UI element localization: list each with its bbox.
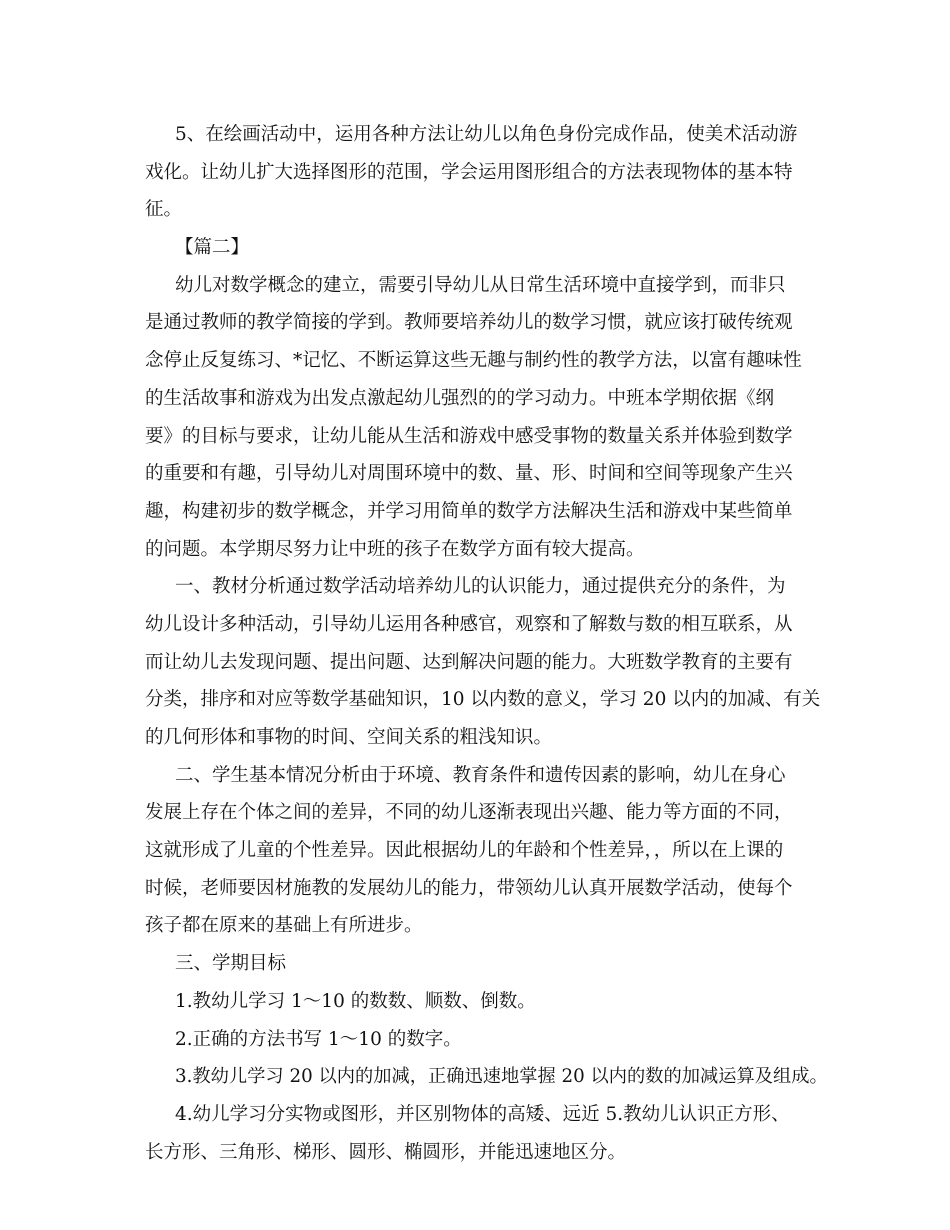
text-line: 征。 (145, 199, 183, 221)
document-body (145, 116, 835, 1171)
text-line: 3.教幼儿学习 20 以内的加减，正确迅速地掌握 20 以内的数的加减运算及组成。 (175, 1066, 828, 1088)
text-line: 而让幼儿去发现问题、提出问题、达到解决问题的能力。大班数学教育的主要有 (145, 651, 793, 673)
text-line: 二、学生基本情况分析由于环境、教育条件和遗传因素的影响，幼儿在身心 (175, 764, 786, 786)
text-line: 趣，构建初步的数学概念，并学习用简单的数学方法解决生活和游戏中某些简单 (145, 500, 793, 522)
text-line: 分类，排序和对应等数学基础知识，10 以内数的意义，学习 20 以内的加减、有关 (145, 689, 821, 711)
text-line: 5、在绘画活动中，运用各种方法让幼儿以角色身份完成作品，使美术活动游 (175, 124, 798, 145)
text-line: 4.幼儿学习分实物或图形，并区别物体的高矮、远近 5.教幼儿认识正方形、 (175, 1103, 790, 1125)
text-line: 的问题。本学期尽努力让中班的孩子在数学方面有较大提高。 (145, 538, 645, 560)
text-line: 这就形成了儿童的个性差异。因此根据幼儿的年龄和个性差异，，所以在上课的 (145, 840, 784, 862)
text-line: 一、教材分析通过数学活动培养幼儿的认识能力，通过提供充分的条件，为 (175, 576, 786, 598)
text-line: 【篇二】 (175, 237, 250, 259)
text-line: 长方形、三角形、梯形、圆形、椭圆形，并能迅速地区分。 (145, 1141, 627, 1163)
text-line: 时候，老师要因材施教的发展幼儿的能力，带领幼儿认真开展数学活动，使每个 (145, 877, 793, 899)
text-line: 孩子都在原来的基础上有所进步。 (145, 915, 423, 937)
text-line: 幼儿设计多种活动，引导幼儿运用各种感官，观察和了解数与数的相互联系，从 (145, 613, 793, 635)
text-line: 发展上存在个体之间的差异，不同的幼儿逐渐表现出兴趣、能力等方面的不同， (145, 802, 793, 824)
text-line: 是通过教师的教学简接的学到。教师要培养幼儿的数学习惯，就应该打破传统观 (145, 312, 793, 334)
text-line: 三、学期目标 (175, 953, 287, 975)
text-line: 念停止反复练习、*记忆、不断运算这些无趣与制约性的教学方法，以富有趣味性 (145, 350, 802, 372)
text-line: 的重要和有趣，引导幼儿对周围环境中的数、量、形、时间和空间等现象产生兴 (145, 463, 793, 485)
text-line: 的生活故事和游戏为出发点激起幼儿强烈的的学习动力。中班本学期依据《纲 (145, 387, 775, 409)
text-line: 幼儿对数学概念的建立，需要引导幼儿从日常生活环境中直接学到，而非只 (175, 274, 786, 296)
text-line: 戏化。让幼儿扩大选择图形的范围，学会运用图形组合的方法表现物体的基本特 (145, 161, 793, 183)
text-line: 要》的目标与要求，让幼儿能从生活和游戏中感受事物的数量关系并体验到数学 (145, 425, 793, 447)
text-line: 的几何形体和事物的时间、空间关系的粗浅知识。 (145, 727, 553, 748)
text-line: 1.教幼儿学习 1～10 的数数、顺数、倒数。 (175, 990, 536, 1012)
text-line: 2.正确的方法书写 1～10 的数字。 (175, 1028, 462, 1050)
